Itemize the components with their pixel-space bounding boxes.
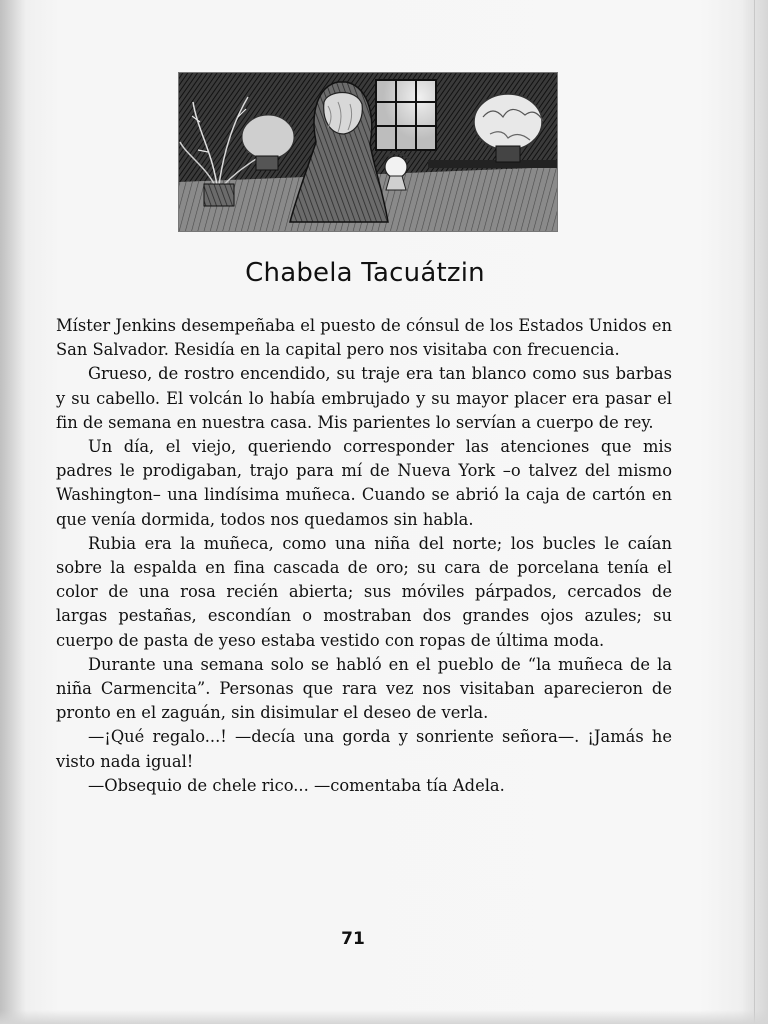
paragraph: Míster Jenkins desempeñaba el puesto de cónsul de los Estados Unidos en San Salvador. Residía en la capital pero nos visitaba con frecuencia. bbox=[56, 316, 672, 360]
chapter-illustration bbox=[178, 72, 558, 232]
paragraph: Rubia era la muñeca, como una niña del norte; los bucles le caían sobre la espalda en fina cascada de oro; su cara de porcelana tenía el color de una rosa recién abierta; sus móviles párpados, cercados de largas pestañas, escondían o mostraban dos grandes ojos azules; su cuerpo de pasta de yeso estaba vestido con ropas de última moda. bbox=[56, 533, 672, 650]
paragraph: Un día, el viejo, queriendo corresponder las atenciones que mis padres le prodigaban, trajo para mí de Nueva York –o talvez del mismo Washington– una lindísima muñeca. Cuando se abrió la caja de cartón en que venía dormida, todos nos quedamos sin habla. bbox=[56, 437, 672, 529]
chapter-title: Chabela Tacuátzin bbox=[245, 258, 485, 288]
page-bottom-edge bbox=[0, 1010, 768, 1024]
paragraph: Durante una semana solo se habló en el pueblo de “la muñeca de la niña Carmencita”. Personas que rara vez nos visitaban aparecieron de pronto en el zaguán, sin disimular el deseo de verla. bbox=[56, 654, 672, 723]
paragraph: —¡Qué regalo...! —decía una gorda y sonriente señora—. ¡Jamás he visto nada igual! bbox=[56, 727, 672, 771]
page-edge bbox=[742, 0, 768, 1024]
paragraph: —Obsequio de chele rico... —comentaba tía Adela. bbox=[88, 775, 505, 795]
body-text bbox=[56, 314, 672, 798]
page-number: 71 bbox=[341, 929, 365, 949]
book-gutter-shadow bbox=[0, 0, 26, 1024]
paragraph: Grueso, de rostro encendido, su traje era tan blanco como sus barbas y su cabello. El volcán lo había embrujado y su mayor placer era pasar el fin de semana en nuestra casa. Mis parientes lo servían a cuerpo de rey. bbox=[56, 364, 672, 432]
